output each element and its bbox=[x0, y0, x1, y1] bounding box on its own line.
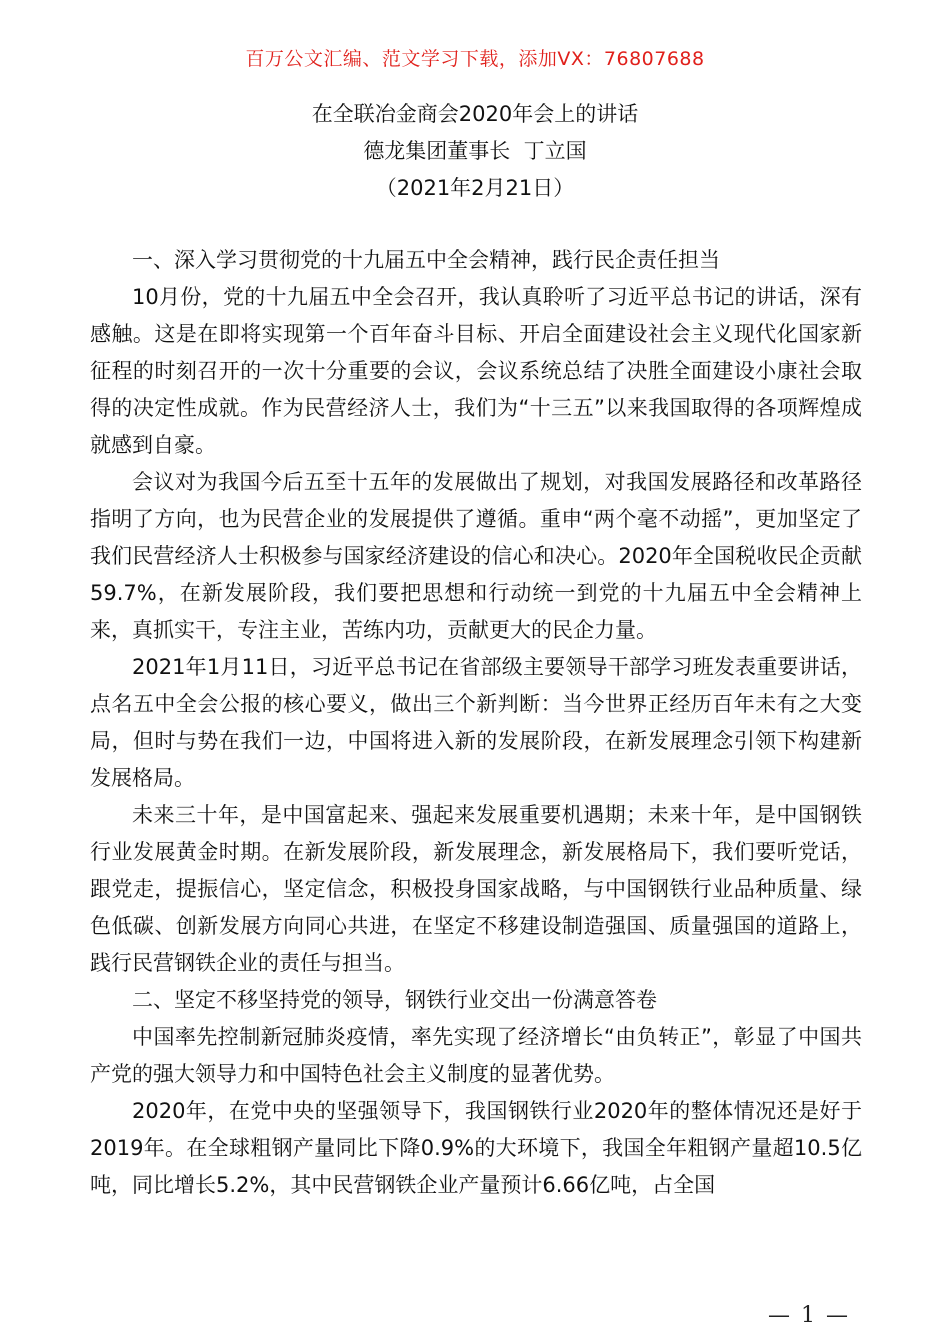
paragraph-6: 2020年，在党中央的坚强领导下，我国钢铁行业2020年的整体情况还是好于2019年。在全球粗钢产量同比下降0.9%的大环境下，我国全年粗钢产量超10.5亿吨，同比增长5.2%，其中民营钢铁企业产量预计6.66亿吨，占全国 bbox=[90, 1099, 862, 1197]
page-number: — 1 — bbox=[768, 1303, 850, 1328]
watermark-banner: 百万公文汇编、范文学习下载，添加VX：76807688 bbox=[245, 48, 705, 70]
title-block bbox=[0, 96, 950, 207]
document-title: 在全联冶金商会2020年会上的讲话 bbox=[311, 102, 639, 126]
document-body bbox=[90, 242, 862, 1204]
date-line: （2021年2月21日） bbox=[375, 176, 575, 200]
paragraph-4: 未来三十年，是中国富起来、强起来发展重要机遇期；未来十年，是中国钢铁行业发展黄金时期。在新发展阶段，新发展理念，新发展格局下，我们要听党话，跟党走，提振信心，坚定信念，积极投身国家战略，与中国钢铁行业品种质量、绿色低碳、创新发展方向同心共进，在坚定不移建设制造强国、质量强国的道路上，践行民营钢铁企业的责任与担当。 bbox=[90, 803, 862, 975]
section-heading-2: 二、坚定不移坚持党的领导，钢铁行业交出一份满意答卷 bbox=[132, 988, 657, 1012]
section-heading-1: 一、深入学习贯彻党的十九届五中全会精神，践行民企责任担当 bbox=[132, 248, 720, 272]
paragraph-3: 2021年1月11日，习近平总书记在省部级主要领导干部学习班发表重要讲话，点名五中全会公报的核心要义，做出三个新判断：当今世界正经历百年未有之大变局，但时与势在我们一边，中国将进入新的发展阶段，在新发展理念引领下构建新发展格局。 bbox=[90, 655, 862, 790]
paragraph-1: 10月份，党的十九届五中全会召开，我认真聆听了习近平总书记的讲话，深有感触。这是在即将实现第一个百年奋斗目标、开启全面建设社会主义现代化国家新征程的时刻召开的一次十分重要的会议，会议系统总结了决胜全面建设小康社会取得的决定性成就。作为民营经济人士，我们为“十三五”以来我国取得的各项辉煌成就感到自豪。 bbox=[90, 285, 862, 457]
speaker-line: 德龙集团董事长 丁立国 bbox=[363, 139, 587, 163]
paragraph-2: 会议对为我国今后五至十五年的发展做出了规划，对我国发展路径和改革路径指明了方向，也为民营企业的发展提供了遵循。重申“两个毫不动摇”，更加坚定了我们民营经济人士积极参与国家经济建设的信心和决心。2020年全国税收民企贡献59.7%，在新发展阶段，我们要把思想和行动统一到党的十九届五中全会精神上来，真抓实干，专注主业，苦练内功，贡献更大的民企力量。 bbox=[90, 470, 862, 642]
paragraph-5: 中国率先控制新冠肺炎疫情，率先实现了经济增长“由负转正”，彰显了中国共产党的强大领导力和中国特色社会主义制度的显著优势。 bbox=[90, 1025, 862, 1086]
